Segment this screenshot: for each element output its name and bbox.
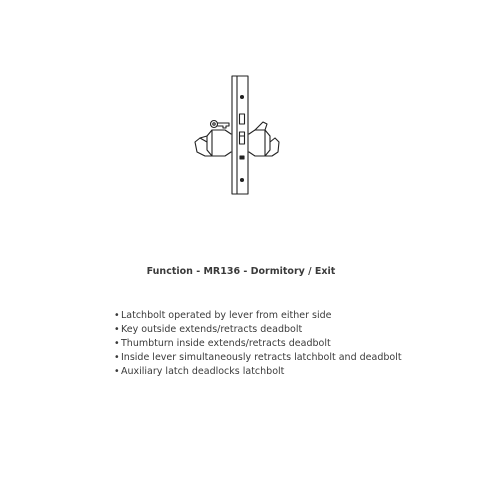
feature-item: •Thumbturn inside extends/retracts deadbolt <box>114 338 331 349</box>
lock-function-icon <box>185 72 280 197</box>
bullet-icon: • <box>114 324 120 335</box>
bullet-icon: • <box>114 352 120 363</box>
feature-list <box>114 309 402 379</box>
feature-item: •Auxiliary latch deadlocks latchbolt <box>114 366 285 377</box>
feature-item: •Inside lever simultaneously retracts latchbolt and deadbolt <box>114 352 402 363</box>
bullet-icon: • <box>114 338 120 349</box>
feature-item: •Key outside extends/retracts deadbolt <box>114 324 303 335</box>
mortise-lock-diagram <box>185 72 280 197</box>
bottom-screw <box>241 179 244 182</box>
latchbolt <box>240 132 245 144</box>
auxiliary-latch <box>240 156 244 159</box>
feature-item: •Latchbolt operated by lever from either side <box>114 310 332 321</box>
outside-lever-icon <box>195 130 231 156</box>
deadbolt <box>240 114 245 124</box>
function-title: Function - MR136 - Dormitory / Exit <box>146 266 336 277</box>
top-screw <box>241 96 244 99</box>
inside-lever-icon <box>249 122 279 156</box>
bullet-icon: • <box>114 310 120 321</box>
bullet-icon: • <box>114 366 120 377</box>
key-icon <box>211 121 230 129</box>
thumbturn-icon <box>255 122 267 130</box>
